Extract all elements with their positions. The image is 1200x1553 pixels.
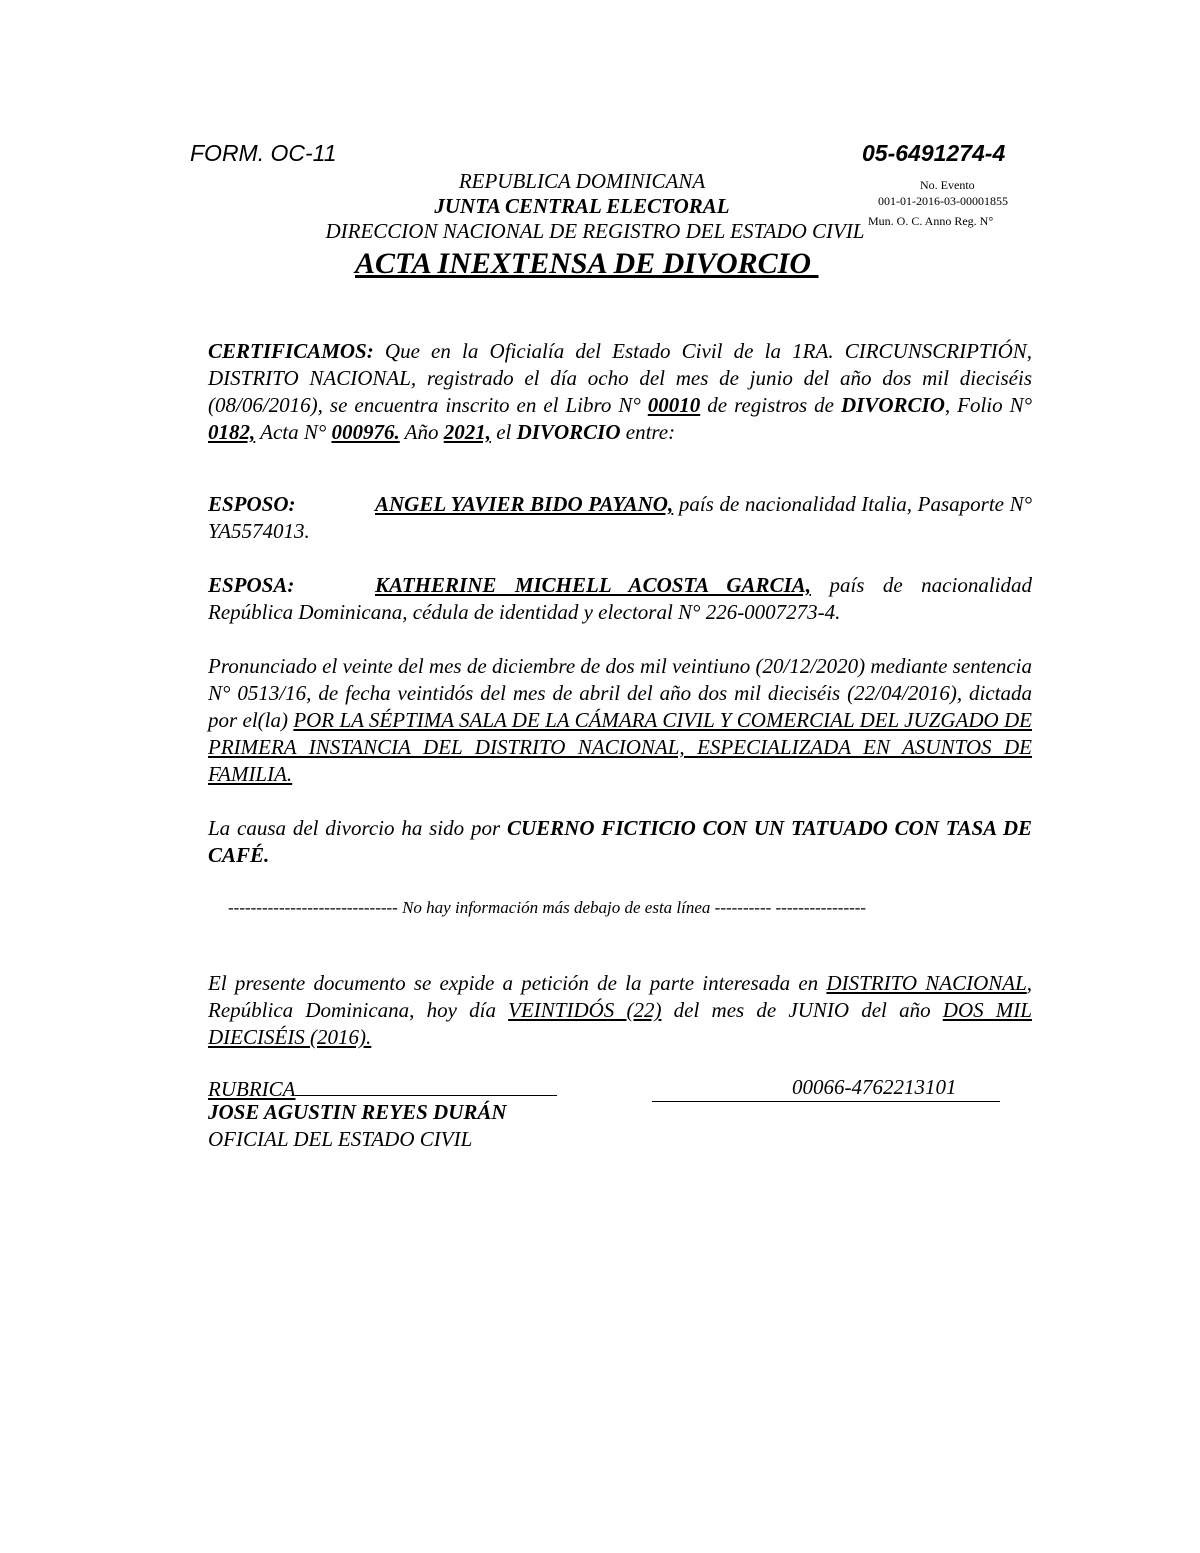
no-info-line: ------------------------------ No hay información más debajo de esta línea ---------- ---------------- [228,898,867,917]
cert-text: Año [399,420,444,444]
jce-heading: JUNTA CENTRAL ELECTORAL [434,194,730,218]
certificamos-paragraph [208,338,1032,446]
acta-number: 000976. [331,420,400,444]
expide-year: DOS MIL DIECISÉIS (2016). [208,998,1032,1049]
divorcio-word: DIVORCIO [841,393,945,417]
expide-paragraph [208,970,1032,1051]
document-title: ACTA INEXTENSA DE DIVORCIO [355,247,819,280]
causa-value: CUERNO FICTICIO CON UN TATUADO CON TASA DE CAFÉ. [208,816,1032,867]
cert-text: , Folio N° [944,393,1033,417]
causa-text: La causa del divorcio ha sido por [208,816,507,840]
expide-text: El presente documento se expide a petición de la parte interesada en [208,971,827,995]
esposa-label: ESPOSA: [208,573,295,597]
anio-value: 2021, [443,420,491,444]
tribunal-name: POR LA SÉPTIMA SALA DE LA CÁMARA CIVIL Y COMERCIAL DEL JUZGADO DE PRIMERA INSTANCIA DEL DISTRITO NACIONAL, ESPECIALIZADA EN ASUNTOS DE FAMILIA. [208,708,1032,786]
expide-text: , República Dominicana, hoy día [208,971,1033,1022]
esposo-label: ESPOSO: [208,492,296,516]
code-signature [652,1075,1000,1102]
cert-text: Acta N° [255,420,332,444]
signature-line [295,1075,557,1096]
pronunciado-text: Pronunciado el veinte del mes de diciembre de dos mil veintiuno (20/12/2020) mediante sentencia N° 0513/16, de fecha veintidós del mes de abril del año dos mil dieciséis (22/04/2016), dictada por el(la) [208,654,1032,732]
libro-number: 00010 [647,393,701,417]
rubrica-signature [208,1075,557,1102]
esposa-details: país de nacionalidad República Dominicana, cédula de identidad y electoral N° 226-0007273-4. [208,573,1032,624]
folio-number: 0182, [208,420,256,444]
expide-place: DISTRITO NACIONAL [826,971,1027,995]
esposo-details: país de nacionalidad Italia, Pasaporte N° YA5574013. [208,492,1032,543]
expide-text: del mes de JUNIO del año [661,998,943,1022]
republic-heading: REPUBLICA DOMINICANA [458,169,706,193]
official-title: OFICIAL DEL ESTADO CIVIL [208,1127,473,1151]
esposo-name: ANGEL YAVIER BIDO PAYANO, [375,492,674,516]
rubrica-label: RUBRICA [208,1077,296,1101]
evento-number: 001-01-2016-03-00001855 [878,194,1008,208]
causa-paragraph [208,815,1032,869]
esposa-name: KATHERINE MICHELL ACOSTA GARCIA, [375,573,811,597]
document-number: 05-6491274-4 [862,140,1006,166]
direccion-heading: DIRECCION NACIONAL DE REGISTRO DEL ESTADO CIVIL [325,219,865,243]
official-name: JOSE AGUSTIN REYES DURÁN [208,1100,507,1124]
cert-text: de registros de [700,393,841,417]
certificamos-label: CERTIFICAMOS: [208,339,374,363]
expide-day: VEINTIDÓS (22) [508,998,662,1022]
official-code: 00066-4762213101 [792,1075,957,1099]
cert-text: Que en la Oficialía del Estado Civil de la 1RA. CIRCUNSCRIPTIÓN, DISTRITO NACIONAL, registrado el día ocho del mes de junio del año dos mil dieciséis (08/06/2016), se encuentra inscrito en el Libro N° [208,339,1032,417]
divorcio-word: DIVORCIO [516,420,621,444]
pronunciado-paragraph [208,653,1032,788]
evento-label: No. Evento [920,178,975,192]
esposo-paragraph [208,491,1032,545]
mun-label: Mun. O. C. Anno Reg. N° [868,214,994,228]
cert-text: el [490,420,517,444]
form-label: FORM. OC-11 [190,140,337,166]
cert-text: entre: [620,420,676,444]
esposa-paragraph [208,572,1032,626]
